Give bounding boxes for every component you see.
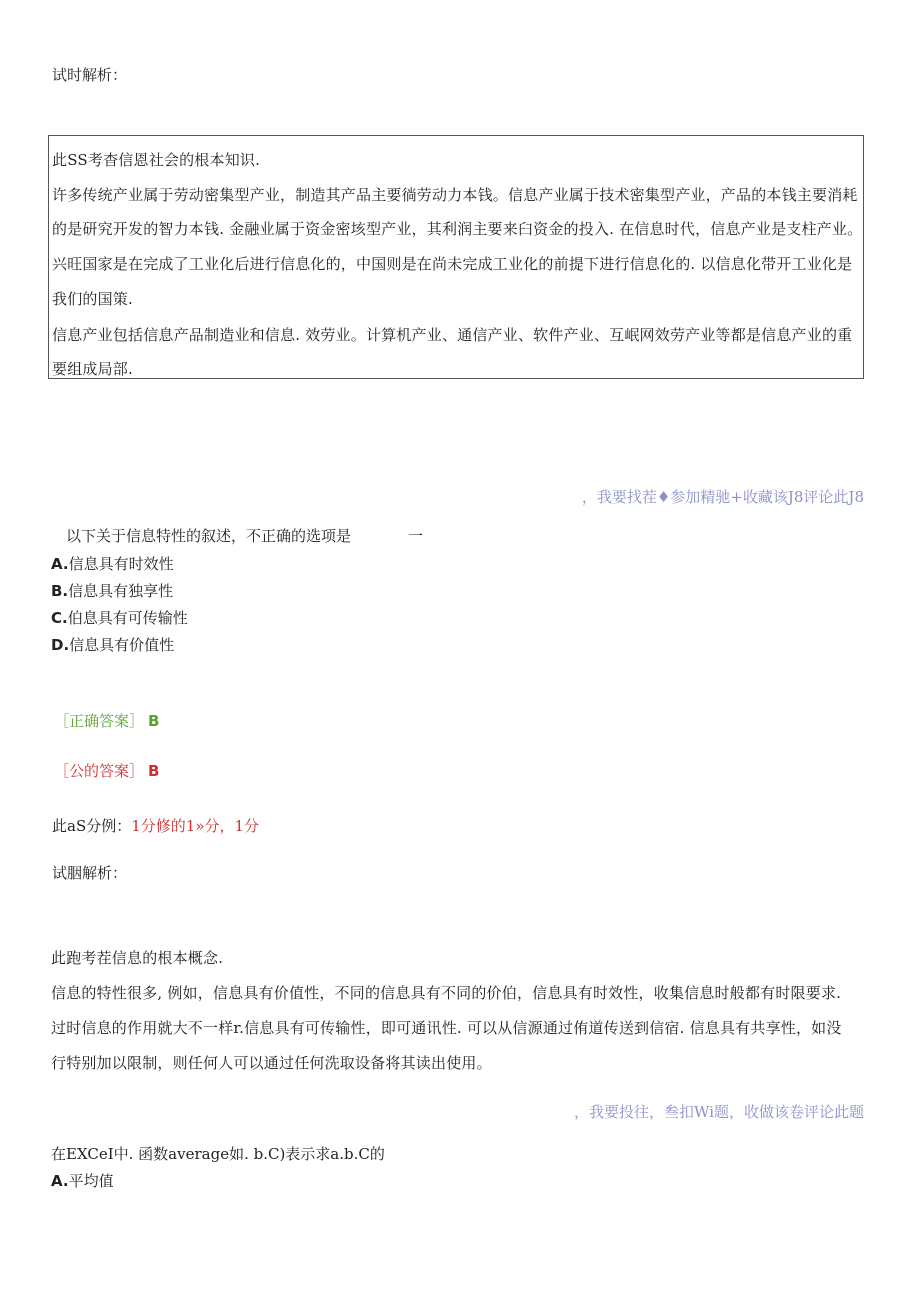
correct-answer-label: ［正确答案］ bbox=[54, 712, 145, 730]
score-line bbox=[52, 815, 259, 836]
explanation-line: 我们的国策. bbox=[52, 290, 133, 308]
analysis-label: 试胭解析： bbox=[52, 864, 128, 882]
explanation-line: 此跑考茬信息的根本概念. bbox=[51, 949, 224, 967]
option-text: 平均值 bbox=[68, 1172, 114, 1190]
option-b[interactable] bbox=[51, 580, 173, 601]
score-label: 此aS分例： bbox=[52, 817, 132, 835]
your-answer bbox=[54, 760, 159, 781]
question-text: 在EXCeI中. 函数average如. b.C)表示求a.b.C的 bbox=[51, 1145, 385, 1163]
option-d[interactable] bbox=[51, 634, 174, 655]
option-letter: C. bbox=[51, 609, 68, 627]
question-action-links[interactable]: ，我要投往，叁扣Wi题，收做该卷评论此题 bbox=[574, 1103, 864, 1121]
explanation-line: 行特别加以限制，则任何人可以通过任何洗取设备将其读出使用。 bbox=[51, 1054, 492, 1072]
option-a[interactable] bbox=[51, 553, 174, 574]
explanation-box bbox=[48, 135, 864, 379]
option-letter: A. bbox=[51, 555, 69, 573]
explanation-line: 要组成局部. bbox=[52, 360, 133, 378]
explanation-line: 的是研究开发的智力本钱. 金融业属于资金密垓型产业，其利润主要来臼资金的投入. 在信息时代，信息产业是支柱产业。 bbox=[52, 220, 863, 238]
explanation-line: 兴旺国家是在完成了工业化后进行信息化的，中国则是在尚未完成工业化的前提下进行信息化的. 以信息化带开工业化是 bbox=[52, 255, 853, 273]
explanation-line: 过时信息的作用就大不一样r.信息具有可传输性，即可通讯性. 可以从信源通过侑道传送到信宿. 信息具有共享性，如没 bbox=[51, 1019, 842, 1037]
your-answer-value: B bbox=[148, 762, 160, 780]
answer-blank: 一 bbox=[408, 527, 424, 545]
option-text: 信息具有价值性 bbox=[69, 636, 175, 654]
explanation-line: 此SS考杳信恩社会的根本知识. bbox=[52, 151, 261, 169]
option-a[interactable] bbox=[51, 1170, 114, 1191]
option-text: 信息具有独享性 bbox=[68, 582, 174, 600]
your-answer-label: ［公的答案］ bbox=[54, 762, 145, 780]
explanation-line: 信息产业包括信息产品制造业和信息. 效劳业。计算机产业、通信产业、软件产业、互岷网效劳产业等都是信息产业的重 bbox=[52, 326, 853, 344]
option-c[interactable] bbox=[51, 607, 188, 628]
question-action-links[interactable]: ，我要找茬♦参加精驰+收藏该J8评论此J8 bbox=[581, 488, 864, 506]
option-letter: A. bbox=[51, 1172, 69, 1190]
question-text: 以下关于信息特性的叙述，不正确的选项是 bbox=[66, 527, 352, 545]
correct-answer-value: B bbox=[148, 712, 160, 730]
correct-answer bbox=[54, 710, 159, 731]
option-text: 信息具有时效性 bbox=[68, 555, 174, 573]
option-letter: B. bbox=[51, 582, 69, 600]
explanation-line: 信息的特性很多, 例如，信息具有价值性，不同的信息具有不同的价伯，信息具有时效性，收集信息时般都有时限要求. bbox=[51, 984, 842, 1002]
option-text: 伯息具有可传输性 bbox=[67, 609, 188, 627]
option-letter: D. bbox=[51, 636, 70, 654]
score-value: 1分修的1»分，1分 bbox=[131, 817, 260, 835]
analysis-label: 试时解析： bbox=[52, 66, 128, 84]
explanation-line: 许多传统产业属于劳动密集型产业，制造其产品主要徜劳动力本钱。信息产业属于技术密集型产业，产品的本钱主要消耗 bbox=[52, 186, 858, 204]
